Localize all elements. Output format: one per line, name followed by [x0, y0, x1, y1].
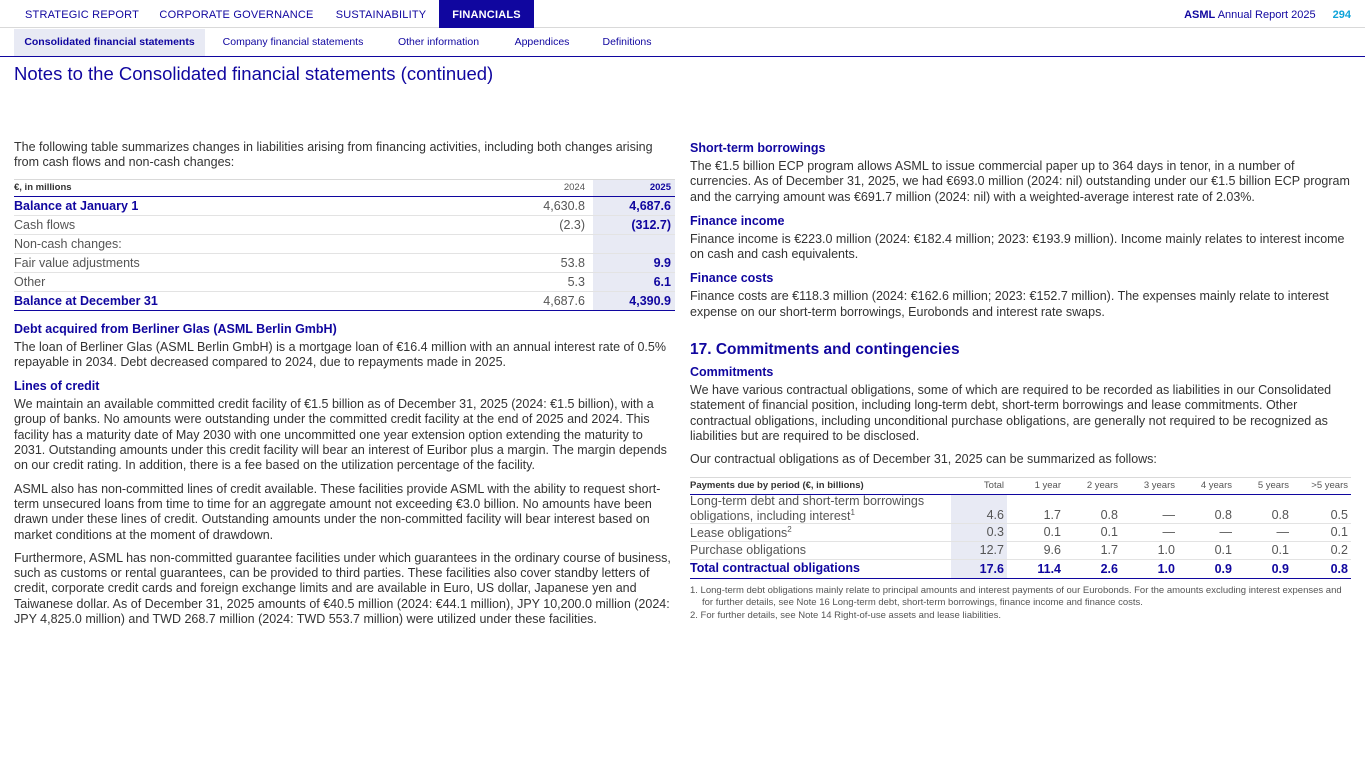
page-number: 294	[1332, 9, 1351, 21]
col-header: Total	[951, 477, 1007, 494]
col-header: 3 years	[1121, 477, 1178, 494]
table-row	[690, 494, 1351, 523]
cell-value: 0.3	[951, 523, 1007, 541]
tab-financials[interactable]: FINANCIALS	[439, 0, 534, 28]
credit-paragraph-2: ASML also has non-committed lines of credit available. These facilities provide ASML with the ability to request short-term unsecured loans from time to time for an aggregate amount not exceeding €3.0 billion. No amounts have been drawn under these lines of credit. Outstanding amounts under the non-committed facility will bear interest based on market conditions at the moment of drawdown.	[14, 481, 661, 542]
table-row-total	[690, 559, 1351, 578]
table-row	[690, 523, 1351, 541]
right-column	[690, 140, 1351, 622]
cell-value: 0.1	[1064, 523, 1121, 541]
cell-value: 0.9	[1235, 559, 1292, 578]
row-label: Non-cash changes:	[14, 234, 513, 253]
row-label: Other	[14, 272, 513, 291]
tab-strategic-report[interactable]: STRATEGIC REPORT	[24, 9, 140, 21]
value-2024: 4,630.8	[513, 196, 593, 215]
commitments-heading: Commitments	[690, 365, 774, 380]
footnote-1: 1. Long-term debt obligations mainly relate to principal amounts and interest payments of our Eurobonds. For the amounts excluding interest expenses and for further details, see Note 16 Long-term debt, short-term borrowings, finance income and finance costs.	[690, 584, 1342, 609]
finance-costs-text: Finance costs are €118.3 million (2024: €162.6 million; 2023: €152.7 million). The expenses mainly relate to interest expense on our short-term borrowings, Eurobonds and interest rate swaps.	[690, 289, 1329, 319]
row-label-text: Long-term debt and short-term borrowings obligations, including interest	[690, 493, 925, 524]
cell-value: 0.8	[1178, 494, 1235, 523]
debt-text: The loan of Berliner Glas (ASML Berlin GmbH) is a mortgage loan of €16.4 million with an annual interest rate of 0.5% repayable in 2034. Debt decreased compared to 2024, due to repayments made in 2025.	[14, 339, 666, 369]
report-header	[1184, 0, 1351, 31]
table-row	[14, 196, 675, 215]
cell-value: 1.0	[1121, 541, 1178, 559]
financing-intro: The following table summarizes changes in liabilities arising from financing activities, including both changes arising from cash flows and non-cash changes:	[14, 140, 653, 170]
subtab-other-information[interactable]: Other information	[397, 36, 480, 48]
footnote-2: 2. For further details, see Note 14 Right-of-use assets and lease liabilities.	[690, 609, 1002, 621]
row-label: Balance at December 31	[14, 291, 513, 310]
table-row	[14, 272, 675, 291]
cell-value: —	[1121, 523, 1178, 541]
subtab-appendices[interactable]: Appendices	[514, 36, 570, 48]
left-column	[14, 140, 675, 635]
table-row	[14, 253, 675, 272]
tab-corporate-governance[interactable]: CORPORATE GOVERNANCE	[159, 9, 314, 21]
cell-value: 17.6	[951, 559, 1007, 578]
table-row	[14, 234, 675, 253]
value-2025: 4,687.6	[593, 196, 675, 215]
col-header: Payments due by period (€, in billions)	[690, 477, 951, 494]
value-2024	[513, 234, 593, 253]
credit-paragraph-1: We maintain an available committed credit facility of €1.5 billion as of December 31, 2025 (2024: €1.5 billion), with a group of banks. No amounts were outstanding under the committed credit facility at the end of 2025 and 2024. This facility has a maturity date of May 2030 with one uncommitted one year extension option extending the maturity to 2031. Outstanding amounts under this credit facility will bear an interest of Euribor plus a margin. The margin depends on our credit rating. In addition, there is a fee based on the utilization percentage of the facility.	[14, 397, 667, 473]
cell-value: 11.4	[1007, 559, 1064, 578]
subtab-definitions[interactable]: Definitions	[602, 36, 652, 48]
col-header: 4 years	[1178, 477, 1235, 494]
cell-value: 0.8	[1064, 494, 1121, 523]
subtab-consolidated-financial-statements[interactable]: Consolidated financial statements	[14, 29, 205, 56]
credit-paragraph-3: Furthermore, ASML has non-committed guarantee facilities under which guarantees in the ordinary course of business, such as customs or rental guarantees, can be provided to third parties. These facilities also cover standby letters of credit, corporate credit cards and foreign exchange limits and are available in Euro, US dollar, Japanese yen and Taiwanese dollar. As of December 31, 2025 amounts of €40.5 million (2024: €44.1 million), JPY 10,200.0 million (2024: JPY 4,825.0 million) and TWD 268.7 million (2024: TWD 553.7 million) were utilized under these facilities.	[14, 550, 671, 627]
section-heading: 17. Commitments and contingencies	[690, 341, 960, 359]
table-row-total	[14, 291, 675, 310]
row-label-text: Lease obligations	[690, 526, 788, 541]
finance-costs-heading: Finance costs	[690, 271, 774, 286]
table-row	[690, 541, 1351, 559]
commitments-text: We have various contractual obligations, some of which are required to be recorded as liabilities in our Consolidated statement of financial position, including long-term debt, short-term borrowings and lease commitments. Other contractual obligations, including unconditional purchase obligations, are generally not required to be recognized as liabilities but are required to be disclosed.	[690, 383, 1332, 443]
summary-text: Our contractual obligations as of December 31, 2025 can be summarized as follows:	[690, 452, 1157, 467]
footnote-marker: 2	[787, 525, 792, 535]
report-brand: ASML	[1184, 9, 1216, 21]
value-2024: 5.3	[513, 272, 593, 291]
footnote-marker: 1	[850, 508, 855, 518]
cell-value: 4.6	[951, 494, 1007, 523]
row-label: Fair value adjustments	[14, 253, 513, 272]
report-title: Annual Report 2025	[1217, 9, 1316, 21]
table-row	[14, 215, 675, 234]
cell-value: 0.5	[1292, 494, 1351, 523]
cell-value: 1.7	[1064, 541, 1121, 559]
cell-value: 12.7	[951, 541, 1007, 559]
finance-income-text: Finance income is €223.0 million (2024: €182.4 million; 2023: €193.9 million). Income mainly relates to interest income on cash and cash equivalents.	[690, 231, 1345, 262]
value-2025: 6.1	[593, 272, 675, 291]
page-title: Notes to the Consolidated financial statements (continued)	[14, 63, 494, 84]
tab-sustainability[interactable]: SUSTAINABILITY	[335, 9, 427, 21]
value-2025: 4,390.9	[593, 291, 675, 310]
cell-value: 0.1	[1235, 541, 1292, 559]
finance-income-heading: Finance income	[690, 213, 785, 228]
row-label	[690, 523, 951, 541]
fin-2025-header: 2025	[593, 179, 675, 196]
value-2024: 4,687.6	[513, 291, 593, 310]
contractual-obligations-table	[690, 477, 1351, 579]
row-label-text: Purchase obligations	[690, 542, 807, 557]
cell-value: 0.1	[1292, 523, 1351, 541]
cell-value: —	[1235, 523, 1292, 541]
fin-unit-header: €, in millions	[14, 179, 513, 196]
col-header: 2 years	[1064, 477, 1121, 494]
cell-value: 1.7	[1007, 494, 1064, 523]
short-term-borrowings-heading: Short-term borrowings	[690, 141, 826, 155]
row-label: Cash flows	[14, 215, 513, 234]
value-2024: 53.8	[513, 253, 593, 272]
col-header: 5 years	[1235, 477, 1292, 494]
footnotes	[690, 585, 1351, 623]
financing-liabilities-table	[14, 179, 675, 311]
cell-value: 2.6	[1064, 559, 1121, 578]
cell-value: —	[1121, 494, 1178, 523]
fin-2024-header: 2024	[513, 179, 593, 196]
sub-navigation	[0, 29, 1365, 57]
value-2024: (2.3)	[513, 215, 593, 234]
value-2025: (312.7)	[593, 215, 675, 234]
top-navigation	[0, 0, 1365, 28]
debt-heading: Debt acquired from Berliner Glas (ASML Berlin GmbH)	[14, 321, 337, 336]
value-2025	[593, 234, 675, 253]
col-header: >5 years	[1292, 477, 1351, 494]
cell-value: 9.6	[1007, 541, 1064, 559]
row-label	[690, 494, 951, 523]
cell-value: 0.8	[1292, 559, 1351, 578]
credit-heading: Lines of credit	[14, 379, 100, 394]
cell-value: 1.0	[1121, 559, 1178, 578]
cell-value: 0.9	[1178, 559, 1235, 578]
col-header: 1 year	[1007, 477, 1064, 494]
cell-value: 0.2	[1292, 541, 1351, 559]
value-2025: 9.9	[593, 253, 675, 272]
cell-value: 0.1	[1007, 523, 1064, 541]
cell-value: 0.8	[1235, 494, 1292, 523]
subtab-company-financial-statements[interactable]: Company financial statements	[222, 36, 364, 48]
short-term-borrowings-text: The €1.5 billion ECP program allows ASML to issue commercial paper up to 364 days in tenor, in a number of currencies. As of December 31, 2025, we had €693.0 million (2024: nil) outstanding under our €1.5 billion ECP program and the carrying amount was €691.7 million (2024: nil) with a weighted-average interest rate of 2.03%.	[690, 159, 1350, 204]
cell-value: 0.1	[1178, 541, 1235, 559]
row-label	[690, 541, 951, 559]
row-label: Balance at January 1	[14, 196, 513, 215]
row-label: Total contractual obligations	[690, 559, 951, 578]
cell-value: —	[1178, 523, 1235, 541]
